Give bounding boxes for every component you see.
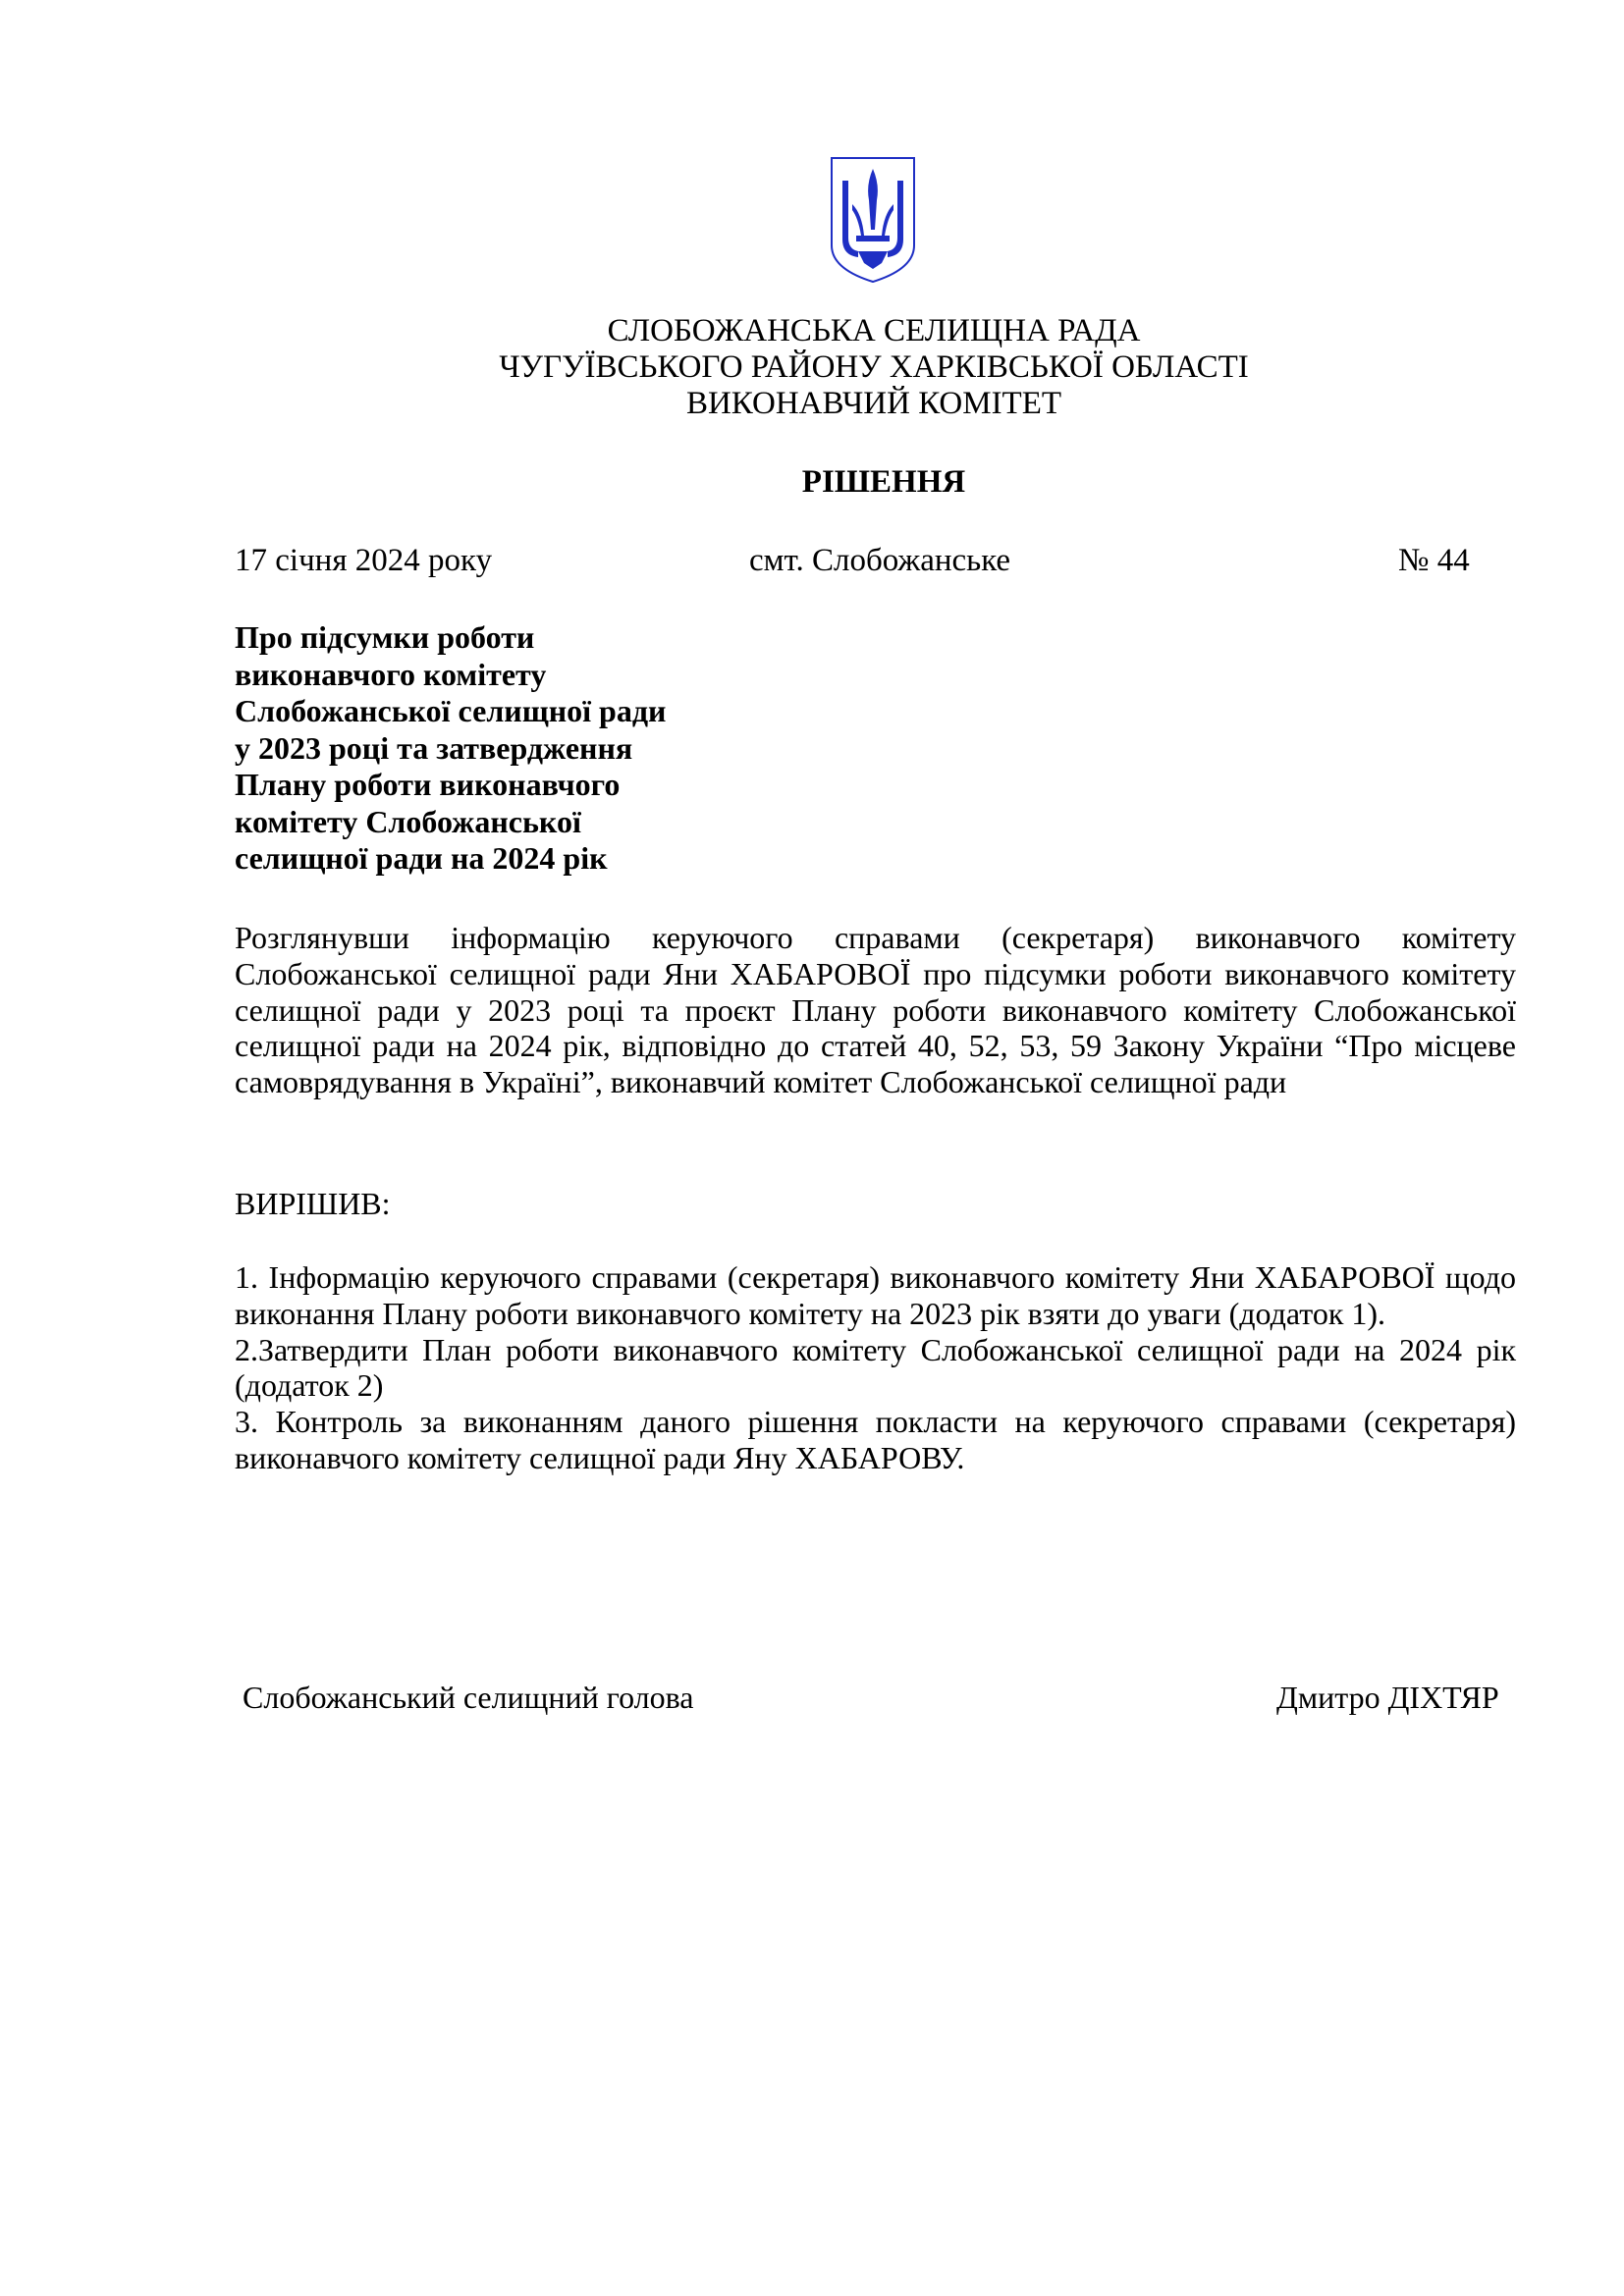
decision-item: 2.Затвердити План роботи виконавчого комітету Слобожанської селищної ради на 2024 рік (додаток 2): [235, 1331, 1516, 1404]
subject-line: селищної ради на 2024 рік: [235, 840, 608, 876]
decision-number: № 44: [1398, 543, 1470, 578]
signatory-name: Дмитро ДІХТЯР: [1276, 1680, 1499, 1715]
org-name-line-3: ВИКОНАВЧИЙ КОМІТЕТ: [685, 386, 1062, 421]
signatory-role: Слобожанський селищний голова: [243, 1680, 694, 1715]
decision-date: 17 січня 2024 року: [235, 543, 493, 578]
subject-line: виконавчого комітету: [235, 656, 547, 692]
resolved-heading: ВИРІШИВ:: [235, 1186, 391, 1221]
org-name-line-2: ЧУГУЇВСЬКОГО РАЙОНУ ХАРКІВСЬКОЇ ОБЛАСТІ: [499, 349, 1249, 385]
decision-items: [235, 1259, 1516, 1476]
decision-item: 3. Контроль за виконанням даного рішення покласти на керуючого справами (секретаря) виконавчого комітету селищної ради Яну ХАБАРОВУ.: [235, 1404, 1516, 1475]
subject-line: комітету Слобожанської: [235, 803, 581, 839]
decision-subject: [235, 619, 745, 878]
decision-place: смт. Слобожанське: [749, 543, 1011, 578]
subject-line: у 2023 році та затвердження: [235, 729, 633, 766]
subject-line: Слобожанської селищної ради: [235, 693, 667, 728]
subject-line: Плану роботи виконавчого: [235, 767, 621, 802]
org-name-line-1: СЛОБОЖАНСЬКА СЕЛИЩНА РАДА: [607, 313, 1141, 348]
coat-of-arms-trident-icon: [829, 155, 917, 285]
preamble-paragraph: Розглянувши інформацію керуючого справами (секретаря) виконавчого комітету Слобожанської селищної ради Яни ХАБАРОВОЇ про підсумки роботи виконавчого комітету селищної ради у 2023 році та проєкт Плану роботи виконавчого комітету Слобожанської селищної ради на 2024 рік, відповідно до статей 40, 52, 53, 59 Закону України “Про місцеве самоврядування в Україні”, виконавчий комітет Слобожанської селищної ради: [235, 920, 1516, 1100]
decision-item: 1. Інформацію керуючого справами (секретаря) виконавчого комітету Яни ХАБАРОВОЇ щодо виконання Плану роботи виконавчого комітету на 2023 рік взяти до уваги (додаток 1).: [235, 1259, 1516, 1331]
subject-line: Про підсумки роботи: [235, 619, 535, 655]
document-type-title: РІШЕННЯ: [801, 464, 966, 500]
